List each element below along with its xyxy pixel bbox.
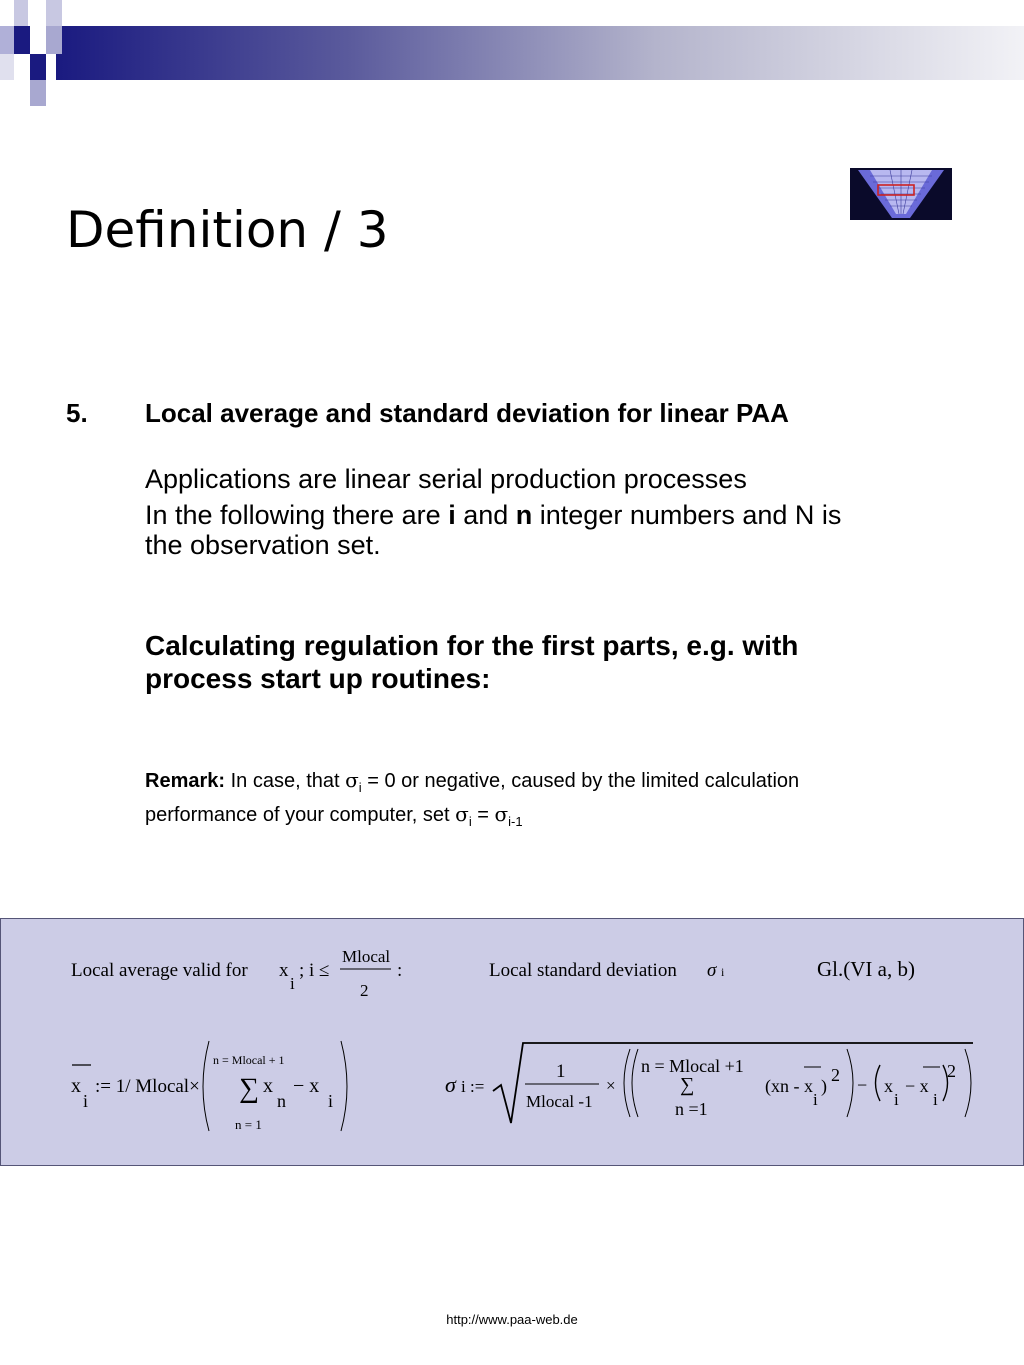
page-title: Definition / 3	[66, 201, 389, 259]
std-label: Local standard deviation	[489, 960, 677, 981]
local-average-label: Local average valid for	[71, 960, 248, 981]
subscript: i	[358, 780, 362, 795]
sum2-sign: ∑	[680, 1074, 695, 1096]
term1-square: 2	[831, 1065, 840, 1085]
remark-text: = 0 or negative, caused by the limited calculation	[361, 770, 800, 792]
sqrt-sign	[493, 1043, 973, 1123]
sigma-lhs: σ	[445, 1072, 456, 1097]
frac-one: 1	[556, 1061, 566, 1082]
footer-url[interactable]: http://www.paa-web.de	[446, 1312, 578, 1327]
minus-xi-sub: i	[328, 1091, 334, 1111]
condition-x: x	[279, 960, 289, 981]
inner-left-paren	[632, 1049, 638, 1117]
sigma-subscript: i	[721, 965, 725, 979]
formula-box	[0, 918, 1024, 1166]
avg-lhs-i: i	[83, 1091, 89, 1111]
paragraph-applications: Applications are linear serial production processes	[145, 464, 747, 494]
inner-right-paren	[847, 1049, 853, 1117]
item-number: 5.	[66, 398, 88, 428]
left-paren	[876, 1065, 881, 1101]
outer-left-paren	[624, 1049, 630, 1117]
term2-minus-sub: i	[933, 1090, 938, 1109]
sigma-symbol: σ	[707, 960, 717, 981]
funnel-logo-icon	[850, 168, 952, 220]
sigma-symbol: σ	[345, 768, 359, 792]
para-text: In the following there are	[145, 500, 449, 530]
m-local-top: Mlocal	[342, 947, 391, 966]
remark-text: performance of your computer, set	[145, 804, 456, 826]
term1-close: )	[821, 1076, 827, 1096]
term1-sub: i	[813, 1090, 818, 1109]
equation-ref: Gl.(VI a, b)	[817, 957, 915, 981]
remark-text: In case, that	[225, 770, 346, 792]
sum-xn: x	[263, 1075, 273, 1097]
formula-graphic	[1, 919, 1023, 1165]
para-text: and	[455, 500, 516, 530]
sigma-assign: i :=	[461, 1077, 485, 1096]
term2-sub: i	[894, 1090, 899, 1109]
sum-bottom: n = 1	[235, 1117, 262, 1132]
term1: (xn - x	[765, 1076, 813, 1096]
right-paren	[341, 1041, 347, 1131]
para-bold-n: n	[515, 500, 533, 530]
minus: −	[857, 1075, 868, 1095]
colon: :	[397, 960, 403, 981]
sum-n: n	[277, 1091, 286, 1111]
condition-sep: ; i ≤	[299, 960, 330, 981]
term2-x: x	[884, 1076, 893, 1096]
paragraph-integers	[145, 500, 841, 560]
remark	[145, 767, 935, 835]
term2-minus: − x	[905, 1076, 929, 1096]
para-bold-i: i	[448, 500, 456, 530]
header-gradient-band	[56, 26, 1024, 80]
frac-den: Mlocal -1	[526, 1092, 593, 1111]
times: ×	[606, 1076, 616, 1095]
two-bottom: 2	[360, 981, 369, 1000]
para-text: the observation set.	[145, 530, 381, 560]
sum2-bottom: n =1	[675, 1099, 708, 1119]
subscript: i	[468, 814, 472, 829]
sum-sign: ∑	[239, 1073, 259, 1104]
remark-text: =	[471, 804, 495, 826]
minus-xi: − x	[293, 1075, 320, 1097]
remark-label: Remark:	[145, 770, 226, 792]
item-heading: Local average and standard deviation for linear PAA	[145, 398, 789, 428]
sum-top: n = Mlocal + 1	[213, 1053, 285, 1067]
term2-square: 2	[947, 1061, 956, 1081]
para-text: integer numbers and N is	[532, 500, 842, 530]
sigma-symbol: σ	[494, 802, 509, 826]
sum2-top: n = Mlocal +1	[641, 1056, 744, 1076]
condition-i: i	[290, 974, 295, 993]
avg-lhs-x: x	[71, 1075, 81, 1097]
subscript: i-1	[508, 814, 523, 829]
subheading: Calculating regulation for the first parts, e.g. with process start up routines:	[145, 630, 799, 694]
avg-assign: := 1/ Mlocal×	[95, 1076, 200, 1097]
sigma-symbol: σ	[455, 802, 469, 826]
outer-right-paren	[965, 1049, 971, 1117]
left-paren	[203, 1041, 209, 1131]
